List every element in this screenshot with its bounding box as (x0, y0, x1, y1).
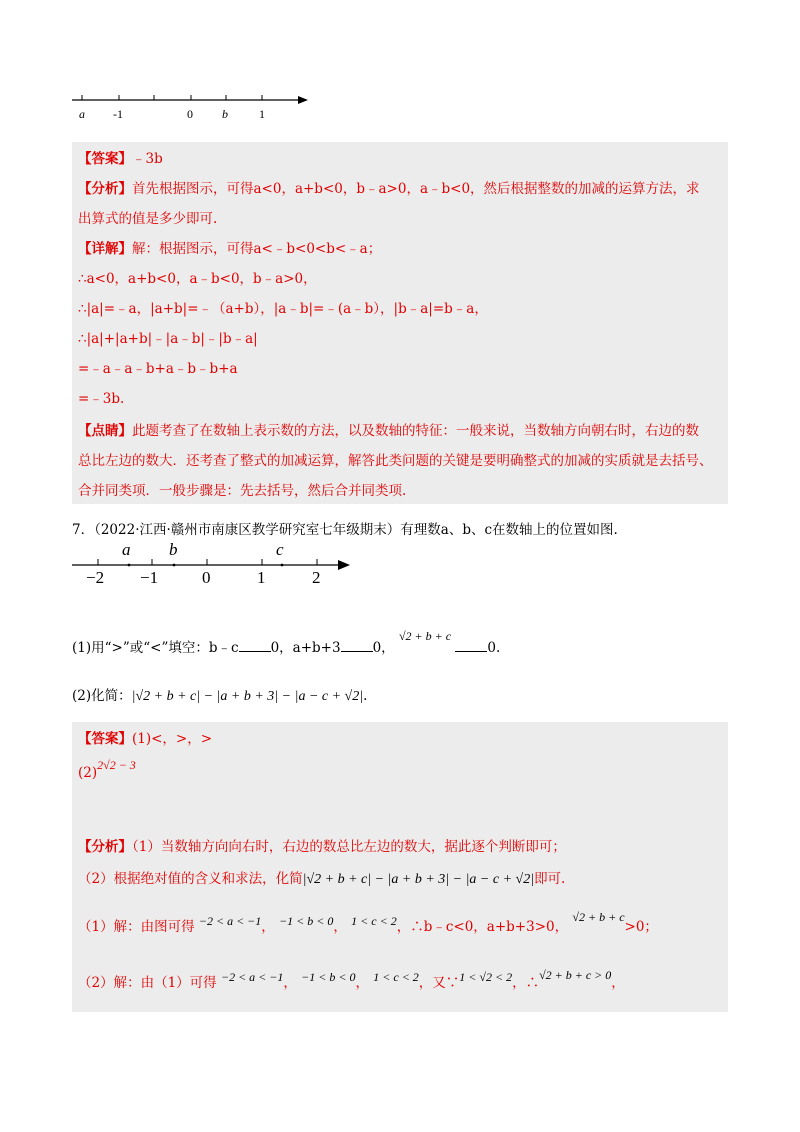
sol2-e5: √2 + b + c > 0 (539, 968, 612, 982)
answer-tag: 【答案】 (78, 151, 132, 167)
blank-3[interactable] (455, 639, 487, 652)
part2-prefix: (2)化简： (72, 688, 132, 704)
part2-end: . (363, 688, 368, 704)
nl1-label-neg1: -1 (113, 107, 123, 121)
blank-2[interactable] (341, 639, 373, 652)
question-7-part1 (72, 629, 501, 656)
nl2-point-a: a (122, 540, 131, 559)
detail-line-2: ∴a<0，a+b<0，a﹣b<0，b﹣a>0， (78, 271, 317, 287)
sol2-e2: −1 < b < 0 (301, 970, 356, 984)
analysis2-line-1 (78, 838, 566, 856)
nl2-tick-0: 0 (202, 568, 211, 587)
answer2-part1: (1)<，>，> (132, 731, 213, 747)
nl1-label-1: 1 (259, 107, 265, 121)
detail-line-4: ∴|a|+|a+b|﹣|a﹣b|﹣|b﹣a| (78, 331, 258, 347)
detail-tag: 【详解】 (78, 241, 132, 257)
nl2-tick-neg2: −2 (86, 568, 105, 587)
answer-value: ﹣3b (132, 151, 163, 167)
nl1-label-b: b (222, 107, 228, 121)
solution2-line-2: （2）解：由（1）可得 −2 < a < −1， −1 < b < 0， 1 < c < 2，又∵1 < √2 < 2，∴√2 + b + c > 0， (78, 968, 625, 991)
blank-1[interactable] (239, 639, 271, 652)
detail-text-1: 解：根据图示，可得a<﹣b<0<b<﹣a； (132, 241, 382, 257)
sol1-e1: −2 < a < −1 (198, 914, 262, 928)
analysis2-text-1: （1）当数轴方向向右时，右边的数总比左边的数大，据此逐个判断即可； (132, 839, 566, 855)
part1-end: 0. (487, 640, 501, 656)
part1-expr: √2 + b + c (398, 629, 452, 643)
nl2-point-c: c (276, 540, 284, 559)
part2-expr: |√2 + b + c| − |a + b + 3| − |a − c + √2| (131, 689, 364, 704)
analysis2-line2-expr: |√2 + b + c| − |a + b + 3| − |a − c + √2| (302, 872, 535, 887)
question-7-part2 (72, 684, 367, 705)
detail-line-1 (78, 240, 381, 258)
comment-tag: 【点睛】 (78, 423, 132, 439)
sol2-e4: 1 < √2 < 2 (459, 970, 513, 984)
comment-text-1: 此题考查了在数轴上表示数的方法，以及数轴的特征：一般来说，当数轴方向朝右时，右边的数 (132, 423, 699, 439)
answer2-line-2 (78, 756, 136, 781)
solution2-line-1: （1）解：由图可得 −2 < a < −1， −1 < b < 0， 1 < c < 2，∴b﹣c<0，a+b+3>0， √2 + b + c>0； (78, 910, 658, 935)
answer2-line-1 (78, 730, 212, 748)
sol1-e3: 1 < c < 2 (351, 914, 397, 928)
analysis2-line-2 (78, 870, 565, 889)
part1-mid2: 0， (372, 640, 395, 656)
sol1-end: >0； (624, 919, 658, 935)
nl1-label-a: a (79, 107, 85, 121)
sol1-e4: √2 + b + c (572, 910, 625, 924)
number-line-1 (70, 88, 320, 128)
detail-line-5: =﹣a﹣a﹣b+a﹣b﹣b+a (78, 361, 238, 377)
sol2-mid: ，又∵ (418, 975, 460, 991)
detail-line-3: ∴|a|=﹣a，|a+b|=﹣（a+b），|a﹣b|=﹣(a﹣b），|b﹣a|=b﹣a， (78, 301, 488, 317)
sol2-e3: 1 < c < 2 (373, 970, 419, 984)
answer-box-2 (72, 722, 728, 1012)
sol1-e2: −1 < b < 0 (279, 914, 334, 928)
sol1-prefix: （1）解：由图可得 (78, 919, 195, 935)
analysis-line-2: 出算式的值是多少即可. (78, 211, 218, 227)
analysis2-line2-end: 即可. (534, 871, 566, 887)
answer2-part2-expr: 2√2 − 3 (97, 758, 136, 772)
comment-line-2: 总比左边的数大．还考查了整式的加减运算，解答此类问题的关键是要明确整式的加减的实质就是去括号、 (78, 453, 713, 469)
question-7-stem: 7．（2022·江西·赣州市南康区教学研究室七年级期末）有理数a、b、c在数轴上的位置如图. (72, 522, 618, 538)
sol2-mid2: ，∴ (512, 975, 540, 991)
detail-line-6: =﹣3b. (78, 391, 125, 407)
analysis-text-1: 首先根据图示，可得a<0，a+b<0，b﹣a>0，a﹣b<0，然后根据整数的加减的运算方法，求 (132, 181, 700, 197)
part1-prefix: (1)用“>”或“<”填空：b﹣c (72, 640, 239, 656)
analysis-tag: 【分析】 (78, 181, 132, 197)
sol2-e1: −2 < a < −1 (220, 970, 284, 984)
answer-box-1 (72, 142, 728, 504)
sol1-mid: ∴b﹣c<0，a+b+3>0， (410, 919, 569, 935)
comment-line-1 (78, 422, 699, 440)
part1-mid1: 0，a+b+3 (270, 640, 341, 656)
comment-line-3: 合并同类项．一般步骤是：先去括号，然后合并同类项. (78, 483, 407, 499)
answer2-part2-prefix: (2) (78, 765, 98, 781)
analysis2-line2-prefix: （2）根据绝对值的含义和求法，化简 (78, 871, 303, 887)
analysis-line-1 (78, 180, 700, 198)
nl2-tick-2: 2 (312, 568, 321, 587)
nl1-label-0: 0 (187, 107, 193, 121)
sol2-prefix: （2）解：由（1）可得 (78, 975, 217, 991)
number-line-2 (70, 538, 360, 588)
nl2-point-b: b (169, 540, 178, 559)
nl2-tick-1: 1 (257, 568, 266, 587)
nl2-tick-neg1: −1 (140, 568, 159, 587)
answer2-tag: 【答案】 (78, 731, 132, 747)
analysis2-tag: 【分析】 (78, 839, 132, 855)
answer-line-1 (78, 150, 163, 168)
